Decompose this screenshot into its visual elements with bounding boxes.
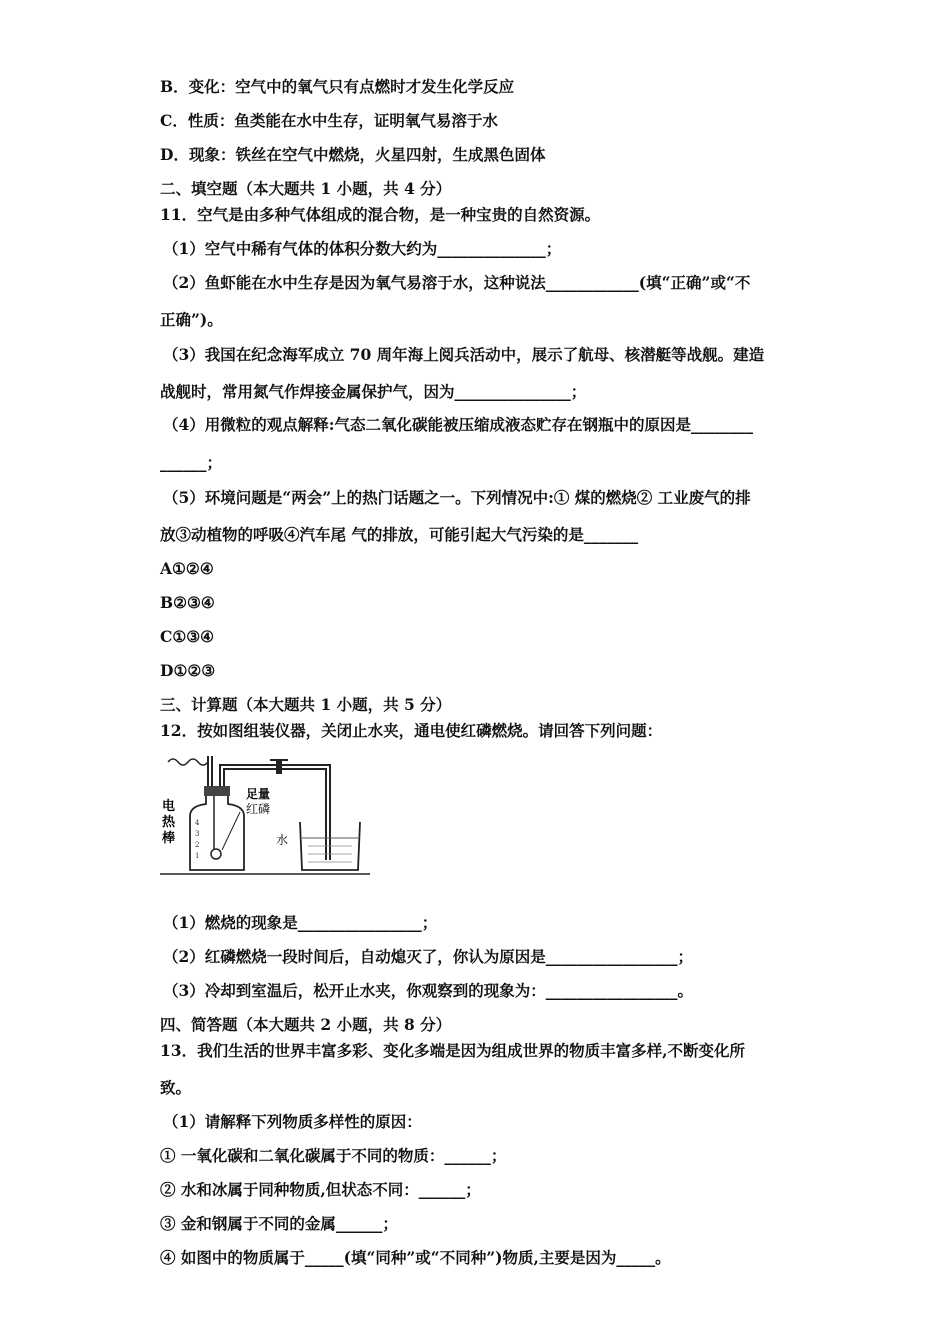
section-heading-calculation: 三、计算题（本大题共 1 小题，共 5 分）: [160, 695, 452, 714]
question-13-stem: 13．我们生活的世界丰富多彩、变化多端是因为组成世界的物质丰富多样,不断变化所: [160, 1041, 745, 1060]
question-12-part-2: （2）红磷燃烧一段时间后，自动熄灭了，你认为原因是_________________；: [163, 947, 694, 966]
question-13-stem-cont: 致。: [160, 1078, 192, 1097]
question-11-part-2-cont: 正确”)。: [160, 310, 223, 329]
phosphorus-spoon: [211, 849, 221, 859]
label-rod-3: 棒: [162, 831, 176, 846]
wire-icon: [168, 759, 208, 765]
svg-text:3: 3: [195, 830, 200, 838]
option-b-line: B．变化：空气中的氧气只有点燃时才发生化学反应: [160, 77, 515, 96]
option-c-line: C．性质：鱼类能在水中生存，证明氧气易溶于水: [160, 111, 498, 130]
question-11-part-3-cont: 战舰时，常用氮气作焊接金属保护气，因为_______________；: [160, 382, 587, 401]
question-11-part-5-cont: 放③动植物的呼吸④汽车尾 气的排放，可能引起大气污染的是_______: [160, 525, 639, 544]
stopper: [204, 786, 230, 796]
section-heading-fill-in: 二、填空题（本大题共 1 小题，共 4 分）: [160, 179, 452, 198]
question-13-item-2: ② 水和冰属于同种物质,但状态不同：______；: [160, 1180, 481, 1199]
question-11-part-2: （2）鱼虾能在水中生存是因为氧气易溶于水，这种说法____________(填“正确”或“不: [163, 273, 751, 292]
option-d-line: D．现象：铁丝在空气中燃烧，火星四射，生成黑色固体: [160, 145, 546, 164]
svg-text:4: 4: [195, 819, 200, 827]
question-11-part-1: （1）空气中稀有气体的体积分数大约为______________；: [163, 239, 562, 258]
choice-b: B②③④: [160, 593, 215, 612]
question-11-part-5: （5）环境问题是“两会”上的热门话题之一。下列情况中:① 煤的燃烧② 工业废气的排: [163, 488, 751, 507]
label-water: 水: [276, 833, 289, 847]
label-sufficient: 足量: [246, 787, 271, 801]
label-rod-2: 热: [162, 815, 176, 830]
svg-text:1: 1: [195, 852, 200, 860]
question-12-part-3: （3）冷却到室温后，松开止水夹，你观察到的现象为：_________________。: [163, 981, 694, 1000]
question-13-part-1: （1）请解释下列物质多样性的原因：: [163, 1112, 422, 1131]
choice-d: D①②③: [160, 661, 216, 680]
question-11-stem: 11．空气是由多种气体组成的混合物，是一种宝贵的自然资源。: [160, 205, 601, 224]
question-12-part-1: （1）燃烧的现象是________________；: [163, 913, 438, 932]
question-13-item-3: ③ 金和钢属于不同的金属______；: [160, 1214, 398, 1233]
apparatus-diagram: [160, 750, 370, 880]
label-red-phosphorus: 红磷: [246, 802, 271, 816]
choice-c: C①③④: [160, 627, 215, 646]
question-11-part-3: （3）我国在纪念海军成立 70 周年海上阅兵活动中，展示了航母、核潜艇等战舰。建造: [163, 345, 765, 364]
question-12-stem: 12．按如图组装仪器，关闭止水夹，通电使红磷燃烧。请回答下列问题：: [160, 721, 663, 740]
section-heading-short-answer: 四、简答题（本大题共 2 小题，共 8 分）: [160, 1015, 452, 1034]
question-11-part-4: （4）用微粒的观点解释:气态二氧化碳能被压缩成液态贮存在钢瓶中的原因是________: [163, 415, 754, 434]
clamp-icon: [276, 760, 282, 774]
label-rod-1: 电: [162, 799, 176, 814]
question-11-part-4-cont: ______；: [160, 453, 223, 472]
svg-text:2: 2: [195, 841, 200, 849]
choice-a: A①②④: [160, 559, 214, 578]
question-13-item-1: ① 一氧化碳和二氧化碳属于不同的物质：______；: [160, 1146, 507, 1165]
question-13-item-4: ④ 如图中的物质属于_____(填“同种”或“不同种”)物质,主要是因为_____。: [160, 1248, 671, 1267]
